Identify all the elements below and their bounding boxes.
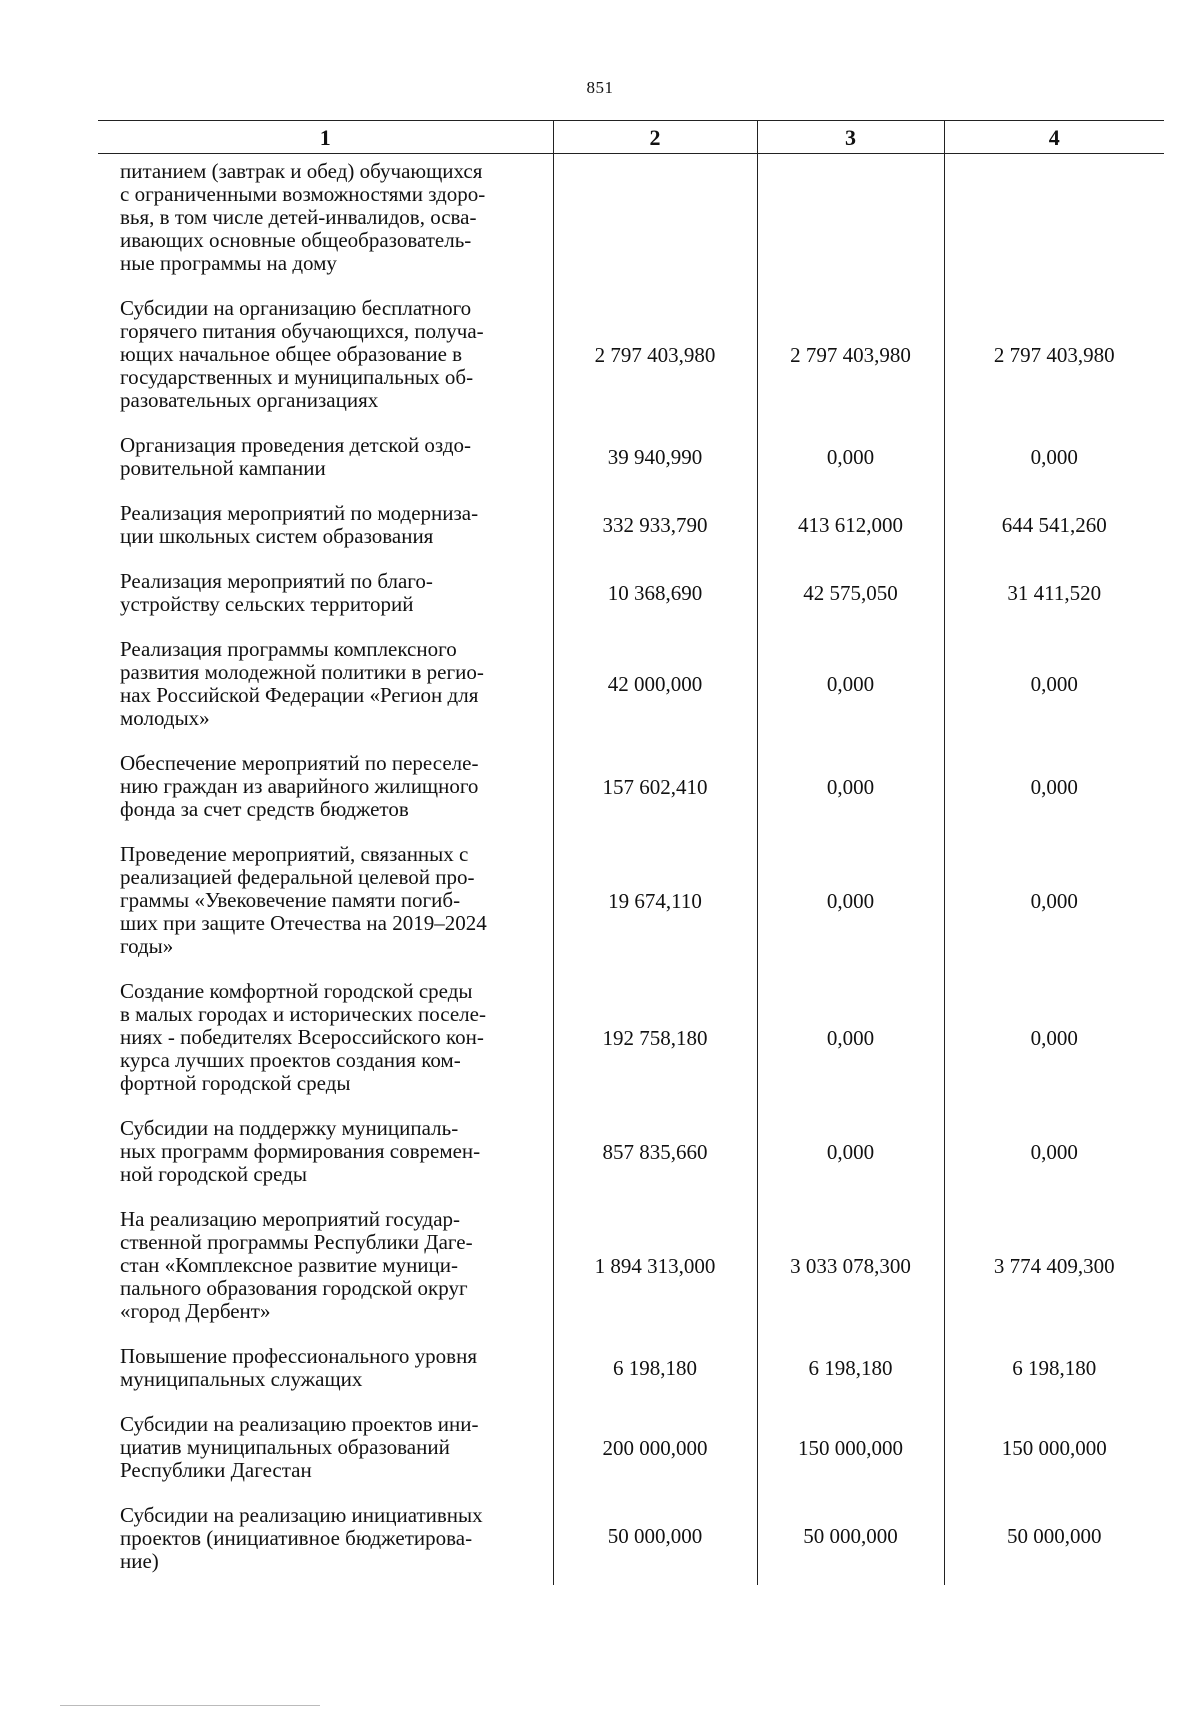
- table-row: [98, 1499, 1164, 1585]
- row-label-line: Реализация мероприятий по благо-: [120, 569, 433, 593]
- row-label-line: молодых»: [120, 706, 210, 730]
- table-row: [98, 429, 1164, 497]
- value-col-2: 157 602,410: [553, 747, 757, 838]
- table-row: [98, 292, 1164, 429]
- value-col-3: 0,000: [757, 747, 944, 838]
- row-label-line: циатив муниципальных образований: [120, 1435, 450, 1459]
- table-row: [98, 633, 1164, 747]
- table-row: [98, 1112, 1164, 1203]
- value-col-2: 1 894 313,000: [553, 1203, 757, 1340]
- row-label: [98, 1340, 553, 1408]
- header-col-3: 3: [757, 121, 944, 154]
- row-label: [98, 633, 553, 747]
- row-label: [98, 838, 553, 975]
- row-label-line: граммы «Увековечение памяти погиб-: [120, 888, 461, 912]
- row-label: [98, 497, 553, 565]
- row-label-line: ные программы на дому: [120, 251, 337, 275]
- row-label-line: ющих начальное общее образование в: [120, 342, 463, 366]
- value-col-4: 31 411,520: [1007, 581, 1102, 605]
- row-label-line: годы»: [120, 934, 174, 958]
- row-label-line: нию граждан из аварийного жилищного: [120, 774, 479, 798]
- row-label-line: пального образования городской округ: [120, 1276, 468, 1300]
- row-label-line: питанием (завтрак и обед) обучающихся: [120, 159, 483, 183]
- row-label-line: фортной городской среды: [120, 1071, 351, 1095]
- row-label-line: На реализацию мероприятий государ-: [120, 1207, 461, 1231]
- row-label-line: Повышение профессионального уровня: [120, 1344, 477, 1368]
- value-col-3: 3 033 078,300: [757, 1203, 944, 1340]
- row-label-line: развития молодежной политики в регио-: [120, 660, 484, 684]
- row-label: [98, 429, 553, 497]
- table-row: [98, 154, 1164, 293]
- row-label-line: нах Российской Федерации «Регион для: [120, 683, 479, 707]
- value-col-2: 42 000,000: [553, 633, 757, 747]
- row-label-line: Реализация программы комплексного: [120, 637, 457, 661]
- value-col-3: [757, 154, 944, 293]
- value-col-4: 3 774 409,300: [993, 1253, 1115, 1278]
- value-col-3: 2 797 403,980: [757, 292, 944, 429]
- row-label-line: ной городской среды: [120, 1162, 308, 1186]
- row-label: [98, 747, 553, 838]
- header-col-4: 4: [944, 121, 1164, 154]
- value-col-3: 150 000,000: [757, 1408, 944, 1499]
- row-label-line: с ограниченными возможностями здоро-: [120, 182, 486, 206]
- value-col-4: 0,000: [1030, 774, 1078, 799]
- value-col-2: 50 000,000: [553, 1499, 757, 1585]
- table-row: [98, 1203, 1164, 1340]
- header-row: [98, 121, 1164, 154]
- value-col-2: [553, 154, 757, 293]
- table-row: [98, 838, 1164, 975]
- value-col-2: 2 797 403,980: [553, 292, 757, 429]
- header-col-1: 1: [98, 121, 553, 154]
- value-col-3: 0,000: [757, 429, 944, 497]
- row-label: [98, 1499, 553, 1585]
- value-col-4: 644 541,260: [1001, 513, 1107, 537]
- value-col-4: 0,000: [1030, 672, 1078, 696]
- row-label-line: ших при защите Отечества на 2019–2024: [120, 911, 487, 935]
- value-col-4: 150 000,000: [1001, 1435, 1107, 1460]
- row-label-line: ровительной кампании: [120, 456, 326, 480]
- row-label-line: Проведение мероприятий, связанных с: [120, 842, 469, 866]
- value-col-2: 857 835,660: [553, 1112, 757, 1203]
- value-col-2: 19 674,110: [553, 838, 757, 975]
- row-label-line: ние): [120, 1549, 159, 1573]
- value-col-4: 0,000: [1030, 888, 1078, 913]
- row-label-line: Республики Дагестан: [120, 1458, 312, 1482]
- value-col-4: [944, 154, 1164, 293]
- table-row: [98, 1340, 1164, 1408]
- row-label: [98, 975, 553, 1112]
- value-col-4: 0,000: [1030, 1025, 1078, 1050]
- table-row: [98, 497, 1164, 565]
- value-col-3: 0,000: [757, 1112, 944, 1203]
- table-body: [98, 154, 1164, 1586]
- header-col-2: 2: [553, 121, 757, 154]
- row-label-line: стан «Комплексное развитие муници-: [120, 1253, 459, 1277]
- value-col-3: 42 575,050: [757, 565, 944, 633]
- row-label: [98, 292, 553, 429]
- row-label: [98, 1112, 553, 1203]
- value-col-3: 0,000: [757, 838, 944, 975]
- row-label-line: ции школьных систем образования: [120, 524, 434, 548]
- budget-table: [98, 120, 1164, 1585]
- row-label-line: ных программ формирования современ-: [120, 1139, 481, 1163]
- value-col-2: 10 368,690: [553, 565, 757, 633]
- value-col-4: 2 797 403,980: [993, 342, 1115, 367]
- row-label-line: фонда за счет средств бюджетов: [120, 797, 409, 821]
- row-label-line: в малых городах и исторических поселе-: [120, 1002, 486, 1026]
- row-label-line: курса лучших проектов создания ком-: [120, 1048, 461, 1072]
- row-label-line: разовательных организациях: [120, 388, 379, 412]
- value-col-3: 0,000: [757, 975, 944, 1112]
- row-label-line: Субсидии на организацию бесплатного: [120, 296, 472, 320]
- value-col-4: 50 000,000: [1007, 1523, 1102, 1548]
- table-row: [98, 975, 1164, 1112]
- row-label: [98, 154, 553, 293]
- page-edge-rule: [60, 1705, 320, 1706]
- row-label-line: проектов (инициативное бюджетирова-: [120, 1526, 473, 1550]
- row-label-line: «город Дербент»: [120, 1299, 271, 1323]
- row-label-line: устройству сельских территорий: [120, 592, 414, 616]
- value-col-2: 39 940,990: [553, 429, 757, 497]
- row-label-line: Субсидии на поддержку муниципаль-: [120, 1116, 459, 1140]
- row-label-line: ниях - победителях Всероссийского кон-: [120, 1025, 484, 1049]
- row-label-line: горячего питания обучающихся, получа-: [120, 319, 484, 343]
- value-col-4: 6 198,180: [1012, 1356, 1097, 1380]
- row-label-line: реализацией федеральной целевой про-: [120, 865, 475, 889]
- row-label: [98, 1203, 553, 1340]
- row-label-line: Создание комфортной городской среды: [120, 979, 473, 1003]
- value-col-4: 0,000: [1030, 445, 1078, 469]
- value-col-2: 192 758,180: [553, 975, 757, 1112]
- row-label-line: муниципальных служащих: [120, 1367, 363, 1391]
- row-label-line: государственных и муниципальных об-: [120, 365, 474, 389]
- table-row: [98, 747, 1164, 838]
- value-col-3: 6 198,180: [757, 1340, 944, 1408]
- row-label: [98, 565, 553, 633]
- value-col-3: 50 000,000: [757, 1499, 944, 1585]
- value-col-2: 6 198,180: [553, 1340, 757, 1408]
- row-label: [98, 1408, 553, 1499]
- value-col-4: 0,000: [1030, 1139, 1078, 1164]
- row-label-line: Реализация мероприятий по модерниза-: [120, 501, 479, 525]
- value-col-3: 0,000: [757, 633, 944, 747]
- row-label-line: ивающих основные общеобразователь-: [120, 228, 472, 252]
- value-col-3: 413 612,000: [757, 497, 944, 565]
- value-col-2: 200 000,000: [553, 1408, 757, 1499]
- row-label-line: Организация проведения детской оздо-: [120, 433, 472, 457]
- row-label-line: Субсидии на реализацию инициативных: [120, 1503, 483, 1527]
- row-label-line: вья, в том числе детей-инвалидов, осва-: [120, 205, 477, 229]
- page-number: 851: [586, 78, 614, 97]
- row-label-line: Обеспечение мероприятий по переселе-: [120, 751, 479, 775]
- value-col-2: 332 933,790: [553, 497, 757, 565]
- table-row: [98, 565, 1164, 633]
- row-label-line: Субсидии на реализацию проектов ини-: [120, 1412, 479, 1436]
- table-row: [98, 1408, 1164, 1499]
- table-header: [98, 121, 1164, 154]
- row-label-line: ственной программы Республики Даге-: [120, 1230, 473, 1254]
